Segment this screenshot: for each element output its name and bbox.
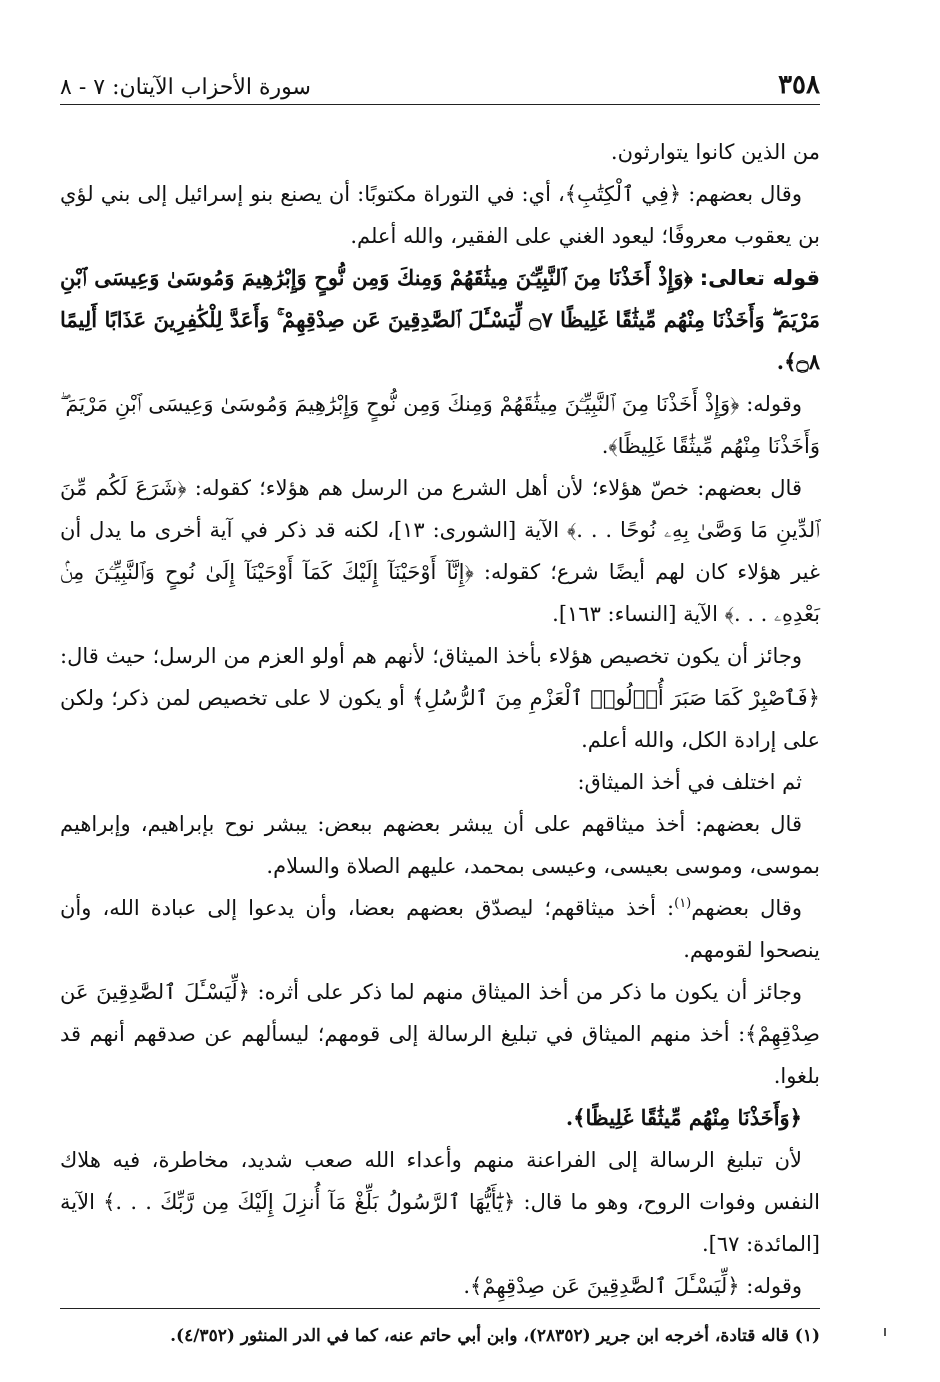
paragraph: من الذين كانوا يتوارثون.: [610, 140, 820, 164]
verse-quote: ﴿وَأَخَذْنَا مِنْهُم مِّيثَٰقًا غَلِيظًا﴾.: [565, 1105, 802, 1130]
paragraph: ثم اختلف في أخذ الميثاق:: [577, 770, 802, 794]
page-header: [60, 60, 820, 105]
page-number: ٣٥٨: [778, 70, 820, 100]
scan-mark: [884, 1328, 886, 1336]
paragraph-rest: : أخذ ميثاقهم؛ ليصدّق بعضهم بعضا، وأن يدعوا إلى عبادة الله، وأن ينصحوا لقومهم.: [60, 896, 820, 962]
footnoted-paragraph: [60, 887, 820, 971]
footnote-marker[interactable]: (١): [674, 896, 692, 911]
paragraph: وجائز أن يكون تخصيص هؤلاء بأخذ الميثاق؛ لأنهم هم أولو العزم من الرسل؛ حيث قال: ﴿فَٱصْبِرْ كَمَا صَبَرَ أُو۟لُوا۟ ٱلْعَزْمِ مِنَ ٱلرُّسُلِ﴾ أو يكون لا على تخصيص لمن ذكر؛ ولكن على إرادة الكل، والله أعلم.: [60, 644, 820, 752]
footnote-divider: [60, 1308, 820, 1309]
paragraph: وقوله: ﴿لِّيَسْـَٔلَ ٱلصَّٰدِقِينَ عَن صِدْقِهِمْ﴾.: [463, 1274, 802, 1298]
page: [60, 60, 820, 1360]
paragraph: وقال بعضهم: ﴿فِي ٱلْكِتَٰبِ﴾، أي: في التوراة مكتوبًا: أن يصنع بنو إسرائيل إلى بني لؤي بن يعقوب معروفًا؛ ليعود الغني على الفقير، والله أعلم.: [60, 182, 820, 248]
verse-block: [60, 257, 820, 383]
paragraph: لأن تبليغ الرسالة إلى الفراعنة منهم وأعداء الله صعب شديد، مخاطرة، فيه هلاك النفس وفوات الروح، وهو ما قال: ﴿يَٰٓأَيُّهَا ٱلرَّسُولُ بَلِّغْ مَآ أُنزِلَ إِلَيْكَ مِن رَّبِّكَ . . .﴾ الآية [المائدة: ٦٧].: [60, 1148, 820, 1256]
paragraph: قال بعضهم: خصّ هؤلاء؛ لأن أهل الشرع من الرسل هم هؤلاء؛ كقوله: ﴿شَرَعَ لَكُم مِّنَ ٱلدِّينِ مَا وَصَّىٰ بِهِۦ نُوحًا . . .﴾ الآية [الشورى: ١٣]، لكنه قد ذكر في آية أخرى ما يدل أن غير هؤلاء كان لهم أيضًا شرع؛ كقوله: ﴿إِنَّآ أَوْحَيْنَآ إِلَيْكَ كَمَآ أَوْحَيْنَآ إِلَىٰ نُوحٍ وَٱلنَّبِيِّـۧنَ مِنۢ بَعْدِهِۦ . . .﴾ الآية [النساء: ١٦٣].: [60, 476, 820, 626]
running-title: سورة الأحزاب الآيتان: ٧ - ٨: [60, 75, 311, 100]
paragraph-start: وقال بعضهم: [691, 896, 802, 920]
body-text: [60, 131, 820, 1307]
verse-text: ﴿وَإِذْ أَخَذْنَا مِنَ ٱلنَّبِيِّـۧنَ مِيثَٰقَهُمْ وَمِنكَ وَمِن نُّوحٍ وَإِبْرَٰهِيمَ وَمُوسَىٰ وَعِيسَى ٱبْنِ مَرْيَمَ ۖ وَأَخَذْنَا مِنْهُم مِّيثَٰقًا غَلِيظًا ۝٧ لِّيَسْـَٔلَ ٱلصَّٰدِقِينَ عَن صِدْقِهِمْ ۚ وَأَعَدَّ لِلْكَٰفِرِينَ عَذَابًا أَلِيمًا ۝٨﴾.: [60, 265, 820, 374]
paragraph: وجائز أن يكون ما ذكر من أخذ الميثاق منهم لما ذكر على أثره: ﴿لِّيَسْـَٔلَ ٱلصَّٰدِقِينَ عَن صِدْقِهِمْ﴾: أخذ منهم الميثاق في تبليغ الرسالة إلى قومهم؛ ليسألهم عن صدقهم أنهم قد بلغوا.: [60, 980, 820, 1088]
footnote: (١) قاله قتادة، أخرجه ابن جرير (٢٨٣٥٢)، وابن أبي حاتم عنه، كما في الدر المنثور (٤/٣٥٢).: [170, 1326, 820, 1346]
paragraph: قال بعضهم: أخذ ميثاقهم على أن يبشر بعضهم ببعض: يبشر نوح بإبراهيم، وإبراهيم بموسى، وموسى بعيسى، وعيسى بمحمد، عليهم الصلاة والسلام.: [60, 812, 820, 878]
verse-lead: قوله تعالى:: [699, 266, 820, 290]
paragraph: وقوله: ﴿وَإِذْ أَخَذْنَا مِنَ ٱلنَّبِيِّـۧنَ مِيثَٰقَهُمْ وَمِنكَ وَمِن نُّوحٍ وَإِبْرَٰهِيمَ وَمُوسَىٰ وَعِيسَى ٱبْنِ مَرْيَمَ ۖ وَأَخَذْنَا مِنْهُم مِّيثَٰقًا غَلِيظًا﴾.: [60, 392, 820, 458]
